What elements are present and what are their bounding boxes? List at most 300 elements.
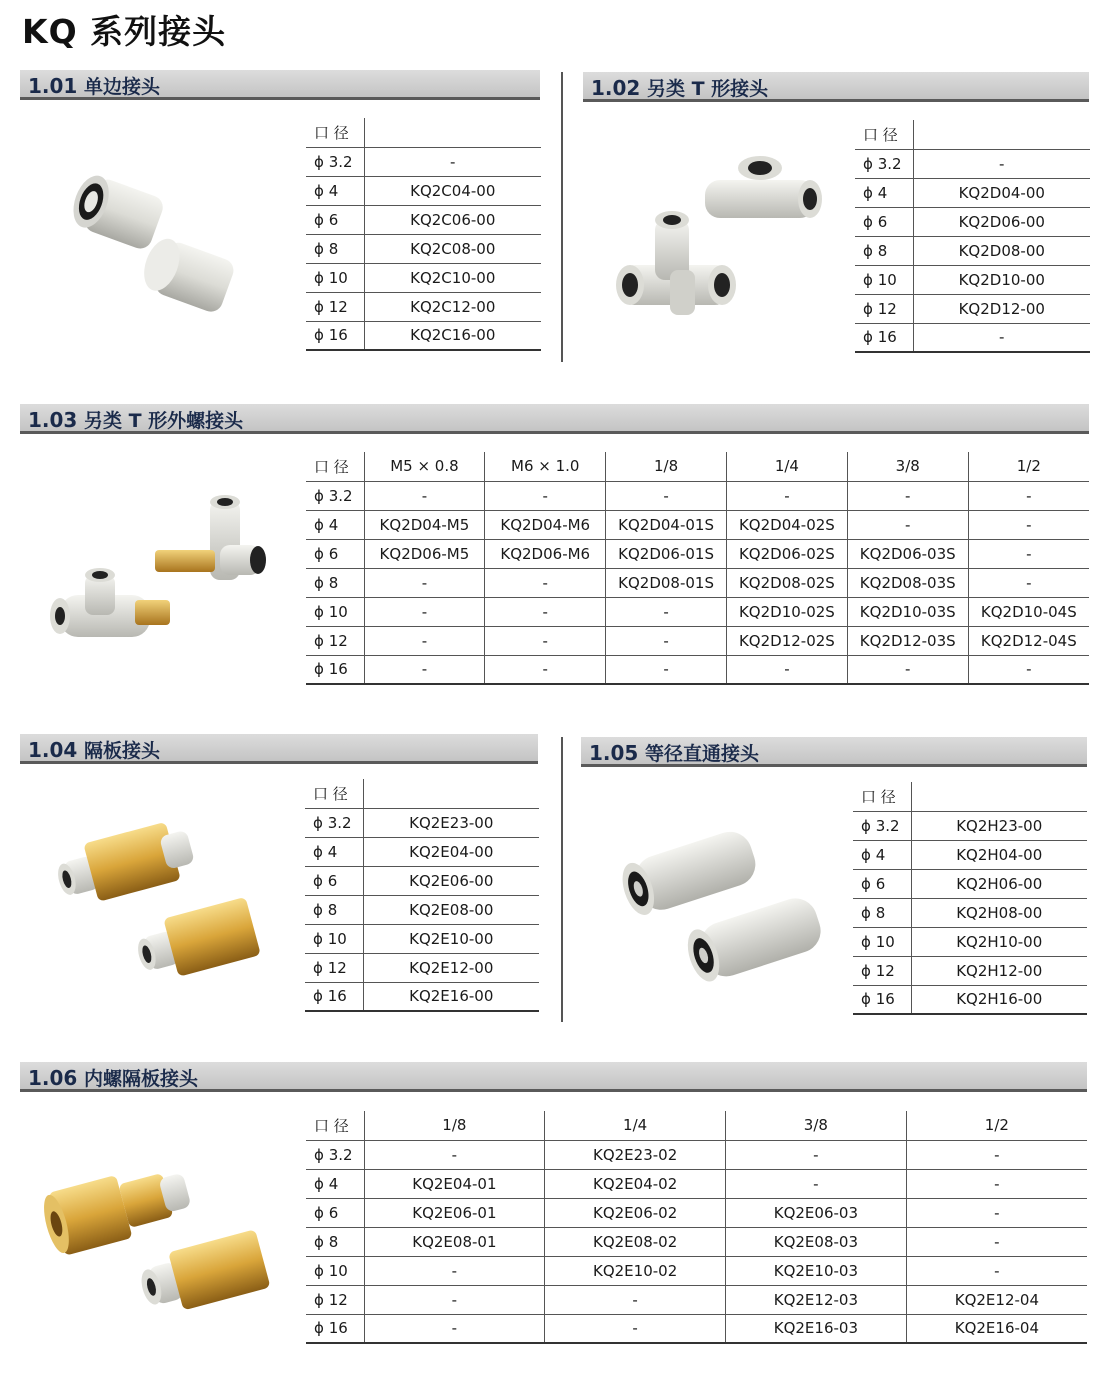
table-row	[306, 510, 1089, 539]
table-row	[855, 236, 1090, 265]
model-cell: KQ2E12-04	[906, 1285, 1087, 1314]
model-cell: -	[913, 149, 1090, 178]
phi-symbol: ϕ	[863, 299, 873, 318]
diameter-cell	[853, 956, 911, 985]
column-divider	[561, 72, 563, 362]
model-cell: -	[485, 597, 606, 626]
model-cell: -	[906, 1140, 1087, 1169]
phi-symbol: ϕ	[314, 181, 324, 200]
diameter-cell	[853, 898, 911, 927]
section-number: 1.05	[589, 741, 639, 765]
table-row	[306, 539, 1089, 568]
diameter-cell	[305, 953, 363, 982]
model-cell: KQ2E12-00	[363, 953, 539, 982]
section-number: 1.02	[591, 76, 641, 100]
column-header: 口 径	[306, 452, 364, 481]
model-cell: -	[968, 510, 1089, 539]
phi-symbol: ϕ	[863, 328, 873, 347]
model-cell: KQ2D12-04S	[968, 626, 1089, 655]
diameter-value: 8	[328, 239, 339, 258]
table-header-row	[853, 782, 1087, 811]
model-cell: KQ2E10-02	[545, 1256, 726, 1285]
column-header: 1/8	[606, 452, 727, 481]
model-cell: KQ2E16-00	[363, 982, 539, 1011]
phi-symbol: ϕ	[861, 990, 871, 1009]
model-cell: KQ2E23-00	[363, 808, 539, 837]
model-cell: KQ2C06-00	[364, 205, 541, 234]
diameter-value: 6	[327, 871, 338, 890]
model-cell: KQ2E04-02	[545, 1169, 726, 1198]
table-row	[306, 1169, 1087, 1198]
phi-symbol: ϕ	[314, 1232, 324, 1251]
column-header: 3/8	[726, 1111, 907, 1140]
table-row	[306, 147, 541, 176]
table-header-row	[306, 118, 541, 147]
phi-symbol: ϕ	[863, 154, 873, 173]
spec-table-1-06	[306, 1111, 1087, 1344]
spec-table-1-01	[306, 118, 541, 351]
phi-symbol: ϕ	[314, 268, 324, 287]
model-cell: -	[364, 481, 485, 510]
model-cell: KQ2D06-M6	[485, 539, 606, 568]
phi-symbol: ϕ	[314, 602, 324, 621]
table-row	[305, 953, 539, 982]
table-row	[855, 323, 1090, 352]
table-row	[305, 866, 539, 895]
model-cell: -	[726, 1169, 907, 1198]
model-cell: -	[847, 481, 968, 510]
table-row	[306, 1140, 1087, 1169]
model-cell: KQ2H08-00	[911, 898, 1087, 927]
phi-symbol: ϕ	[314, 573, 324, 592]
model-cell: KQ2E16-03	[726, 1314, 907, 1343]
diameter-cell	[305, 837, 363, 866]
table-row	[306, 1227, 1087, 1256]
table-row	[305, 895, 539, 924]
model-cell: -	[906, 1169, 1087, 1198]
phi-symbol: ϕ	[314, 1261, 324, 1280]
diameter-value: 16	[877, 328, 897, 347]
column-header: M5 × 0.8	[364, 452, 485, 481]
table-row	[306, 1285, 1087, 1314]
section-number: 1.06	[28, 1066, 78, 1090]
diameter-value: 12	[875, 961, 895, 980]
diameter-cell	[853, 869, 911, 898]
diameter-cell	[853, 840, 911, 869]
diameter-cell	[305, 924, 363, 953]
table-row	[853, 811, 1087, 840]
diameter-cell	[853, 811, 911, 840]
model-cell: KQ2H06-00	[911, 869, 1087, 898]
model-cell: -	[606, 655, 727, 684]
column-header: 1/4	[545, 1111, 726, 1140]
product-image-t-male-thread	[40, 490, 280, 660]
table-header-row	[305, 779, 539, 808]
model-cell: KQ2D06-00	[913, 207, 1090, 236]
model-cell: KQ2D08-01S	[606, 568, 727, 597]
diameter-cell	[305, 982, 363, 1011]
model-cell: -	[364, 568, 485, 597]
section-header-1-02	[583, 72, 1089, 102]
diameter-cell	[306, 1256, 364, 1285]
table-row	[305, 837, 539, 866]
diameter-cell	[306, 1140, 364, 1169]
diameter-value: 4	[328, 181, 339, 200]
model-cell: -	[968, 539, 1089, 568]
diameter-cell	[306, 1227, 364, 1256]
product-image-t-fitting	[610, 150, 830, 335]
section-name: 单边接头	[83, 76, 160, 98]
diameter-cell	[306, 234, 364, 263]
phi-symbol: ϕ	[861, 961, 871, 980]
model-cell: KQ2E06-00	[363, 866, 539, 895]
phi-symbol: ϕ	[861, 903, 871, 922]
section-number: 1.01	[28, 74, 78, 98]
model-cell: -	[913, 323, 1090, 352]
phi-symbol: ϕ	[314, 660, 324, 679]
table-row	[305, 982, 539, 1011]
column-header: 1/4	[726, 452, 847, 481]
model-cell: KQ2C16-00	[364, 321, 541, 350]
model-cell: KQ2D10-03S	[847, 597, 968, 626]
diameter-value: 3.2	[877, 154, 902, 173]
phi-symbol: ϕ	[314, 1319, 324, 1338]
phi-symbol: ϕ	[863, 270, 873, 289]
diameter-cell	[306, 568, 364, 597]
diameter-value: 4	[328, 1174, 339, 1193]
model-cell: KQ2D10-00	[913, 265, 1090, 294]
table-row	[306, 234, 541, 263]
diameter-cell	[306, 321, 364, 350]
model-cell: -	[485, 568, 606, 597]
diameter-value: 12	[328, 297, 348, 316]
diameter-value: 10	[877, 270, 897, 289]
column-header: M6 × 1.0	[485, 452, 606, 481]
model-cell: -	[906, 1256, 1087, 1285]
diameter-cell	[306, 481, 364, 510]
diameter-cell	[306, 597, 364, 626]
model-cell: KQ2D12-03S	[847, 626, 968, 655]
model-cell: KQ2C12-00	[364, 292, 541, 321]
section-number: 1.04	[28, 738, 78, 762]
model-cell: -	[364, 626, 485, 655]
diameter-value: 3.2	[328, 152, 353, 171]
table-row	[853, 956, 1087, 985]
model-cell: KQ2D04-M5	[364, 510, 485, 539]
phi-symbol: ϕ	[313, 900, 323, 919]
section-name: 另类 T 形外螺接头	[83, 410, 244, 432]
diameter-value: 10	[327, 929, 347, 948]
model-cell: -	[364, 1256, 545, 1285]
model-cell: -	[968, 655, 1089, 684]
model-cell: KQ2C04-00	[364, 176, 541, 205]
table-row	[306, 655, 1089, 684]
model-cell: -	[726, 1140, 907, 1169]
model-cell: -	[606, 626, 727, 655]
model-cell: KQ2H12-00	[911, 956, 1087, 985]
diameter-cell	[855, 323, 913, 352]
column-header: 口 径	[306, 118, 364, 147]
product-image-single-end-plug	[50, 160, 260, 330]
model-cell: KQ2D10-04S	[968, 597, 1089, 626]
phi-symbol: ϕ	[314, 152, 324, 171]
model-cell: KQ2D04-01S	[606, 510, 727, 539]
diameter-value: 6	[875, 874, 886, 893]
model-cell: KQ2E12-03	[726, 1285, 907, 1314]
diameter-value: 16	[328, 660, 348, 679]
model-cell: KQ2D12-00	[913, 294, 1090, 323]
section-name: 等径直通接头	[644, 743, 759, 765]
column-header	[364, 118, 541, 147]
table-row	[853, 869, 1087, 898]
diameter-cell	[855, 149, 913, 178]
phi-symbol: ϕ	[314, 515, 324, 534]
table-row	[853, 898, 1087, 927]
section-header-1-04	[20, 734, 538, 764]
model-cell: KQ2H10-00	[911, 927, 1087, 956]
diameter-value: 10	[328, 602, 348, 621]
diameter-cell	[306, 510, 364, 539]
column-header: 口 径	[855, 120, 913, 149]
spec-table-1-05	[853, 782, 1087, 1015]
model-cell: -	[968, 481, 1089, 510]
diameter-cell	[855, 178, 913, 207]
phi-symbol: ϕ	[314, 326, 324, 345]
section-name: 另类 T 形接头	[646, 78, 769, 100]
model-cell: KQ2E23-02	[545, 1140, 726, 1169]
model-cell: KQ2D06-01S	[606, 539, 727, 568]
section-number: 1.03	[28, 408, 78, 432]
diameter-value: 3.2	[328, 486, 353, 505]
model-cell: KQ2C10-00	[364, 263, 541, 292]
phi-symbol: ϕ	[314, 1203, 324, 1222]
table-header-row	[306, 1111, 1087, 1140]
spec-table-1-03	[306, 452, 1089, 685]
column-header: 口 径	[853, 782, 911, 811]
diameter-cell	[306, 1169, 364, 1198]
diameter-cell	[306, 626, 364, 655]
model-cell: -	[726, 481, 847, 510]
table-row	[306, 176, 541, 205]
diameter-value: 16	[327, 987, 347, 1006]
diameter-value: 6	[328, 210, 339, 229]
table-row	[306, 1198, 1087, 1227]
phi-symbol: ϕ	[314, 631, 324, 650]
table-row	[306, 1256, 1087, 1285]
phi-symbol: ϕ	[313, 958, 323, 977]
phi-symbol: ϕ	[861, 816, 871, 835]
model-cell: -	[968, 568, 1089, 597]
table-row	[853, 927, 1087, 956]
diameter-value: 8	[328, 573, 339, 592]
model-cell: KQ2D12-02S	[726, 626, 847, 655]
column-header: 3/8	[847, 452, 968, 481]
diameter-cell	[305, 866, 363, 895]
table-row	[855, 294, 1090, 323]
diameter-cell	[306, 147, 364, 176]
model-cell: KQ2H23-00	[911, 811, 1087, 840]
model-cell: -	[364, 1314, 545, 1343]
column-header: 1/2	[906, 1111, 1087, 1140]
model-cell: -	[364, 147, 541, 176]
model-cell: KQ2D04-M6	[485, 510, 606, 539]
spec-table-1-04	[305, 779, 539, 1012]
section-header-1-05	[581, 737, 1087, 767]
model-cell: KQ2E08-00	[363, 895, 539, 924]
product-image-straight-union	[620, 820, 830, 990]
model-cell: KQ2E06-02	[545, 1198, 726, 1227]
phi-symbol: ϕ	[313, 813, 323, 832]
model-cell: KQ2E04-01	[364, 1169, 545, 1198]
model-cell: KQ2E06-03	[726, 1198, 907, 1227]
section-name: 隔板接头	[83, 740, 160, 762]
model-cell: KQ2D08-02S	[726, 568, 847, 597]
phi-symbol: ϕ	[314, 1174, 324, 1193]
diameter-cell	[855, 236, 913, 265]
table-row	[306, 292, 541, 321]
table-row	[855, 207, 1090, 236]
phi-symbol: ϕ	[861, 932, 871, 951]
phi-symbol: ϕ	[313, 842, 323, 861]
model-cell: KQ2H16-00	[911, 985, 1087, 1014]
diameter-value: 8	[327, 900, 338, 919]
table-row	[306, 568, 1089, 597]
diameter-cell	[855, 294, 913, 323]
model-cell: -	[847, 510, 968, 539]
section-header-1-06	[20, 1062, 1087, 1092]
model-cell: -	[364, 1140, 545, 1169]
diameter-cell	[306, 1198, 364, 1227]
product-image-bulkhead-union	[50, 810, 270, 990]
table-header-row	[855, 120, 1090, 149]
model-cell: KQ2D04-00	[913, 178, 1090, 207]
phi-symbol: ϕ	[314, 1145, 324, 1164]
model-cell: KQ2D10-02S	[726, 597, 847, 626]
diameter-value: 6	[877, 212, 888, 231]
page-title: KQ 系列接头	[22, 12, 227, 51]
model-cell: -	[364, 597, 485, 626]
diameter-cell	[305, 808, 363, 837]
diameter-value: 4	[875, 845, 886, 864]
table-row	[853, 985, 1087, 1014]
diameter-cell	[306, 1314, 364, 1343]
model-cell: KQ2E08-03	[726, 1227, 907, 1256]
table-header-row	[306, 452, 1089, 481]
table-row	[855, 178, 1090, 207]
diameter-cell	[853, 985, 911, 1014]
diameter-value: 12	[877, 299, 897, 318]
model-cell: -	[485, 481, 606, 510]
diameter-value: 16	[875, 990, 895, 1009]
model-cell: KQ2D08-00	[913, 236, 1090, 265]
diameter-value: 16	[328, 1319, 348, 1338]
diameter-value: 10	[875, 932, 895, 951]
model-cell: KQ2H04-00	[911, 840, 1087, 869]
model-cell: KQ2E10-00	[363, 924, 539, 953]
product-image-female-bulkhead	[40, 1150, 280, 1320]
model-cell: -	[545, 1314, 726, 1343]
model-cell: -	[485, 655, 606, 684]
diameter-cell	[306, 655, 364, 684]
table-row	[306, 321, 541, 350]
diameter-cell	[855, 265, 913, 294]
column-header	[363, 779, 539, 808]
model-cell: KQ2D04-02S	[726, 510, 847, 539]
table-row	[855, 149, 1090, 178]
diameter-value: 3.2	[327, 813, 352, 832]
phi-symbol: ϕ	[863, 212, 873, 231]
model-cell: KQ2E08-01	[364, 1227, 545, 1256]
phi-symbol: ϕ	[313, 929, 323, 948]
model-cell: -	[726, 655, 847, 684]
model-cell: -	[545, 1285, 726, 1314]
model-cell: -	[606, 597, 727, 626]
model-cell: KQ2D06-M5	[364, 539, 485, 568]
column-header: 1/8	[364, 1111, 545, 1140]
diameter-value: 4	[327, 842, 338, 861]
model-cell: KQ2E16-04	[906, 1314, 1087, 1343]
section-name: 内螺隔板接头	[83, 1068, 198, 1090]
model-cell: KQ2D08-03S	[847, 568, 968, 597]
diameter-cell	[855, 207, 913, 236]
table-row	[305, 808, 539, 837]
phi-symbol: ϕ	[314, 544, 324, 563]
model-cell: KQ2E10-03	[726, 1256, 907, 1285]
model-cell: KQ2E08-02	[545, 1227, 726, 1256]
table-row	[855, 265, 1090, 294]
table-row	[306, 481, 1089, 510]
model-cell: -	[485, 626, 606, 655]
diameter-value: 16	[328, 326, 348, 345]
table-row	[306, 626, 1089, 655]
table-row	[305, 924, 539, 953]
diameter-value: 3.2	[875, 816, 900, 835]
diameter-value: 3.2	[328, 1145, 353, 1164]
diameter-cell	[306, 292, 364, 321]
diameter-cell	[306, 176, 364, 205]
model-cell: KQ2E04-00	[363, 837, 539, 866]
diameter-value: 12	[327, 958, 347, 977]
diameter-cell	[306, 539, 364, 568]
diameter-value: 12	[328, 631, 348, 650]
table-row	[306, 205, 541, 234]
phi-symbol: ϕ	[313, 987, 323, 1006]
diameter-value: 12	[328, 1290, 348, 1309]
phi-symbol: ϕ	[314, 297, 324, 316]
phi-symbol: ϕ	[313, 871, 323, 890]
phi-symbol: ϕ	[863, 183, 873, 202]
model-cell: -	[364, 1285, 545, 1314]
diameter-value: 10	[328, 268, 348, 287]
section-header-1-03	[20, 404, 1089, 434]
diameter-value: 8	[875, 903, 886, 922]
diameter-cell	[853, 927, 911, 956]
phi-symbol: ϕ	[861, 845, 871, 864]
diameter-value: 6	[328, 1203, 339, 1222]
diameter-cell	[305, 895, 363, 924]
phi-symbol: ϕ	[314, 1290, 324, 1309]
phi-symbol: ϕ	[861, 874, 871, 893]
phi-symbol: ϕ	[314, 239, 324, 258]
phi-symbol: ϕ	[863, 241, 873, 260]
column-header: 口 径	[306, 1111, 364, 1140]
table-row	[306, 597, 1089, 626]
diameter-cell	[306, 1285, 364, 1314]
model-cell: -	[606, 481, 727, 510]
spec-table-1-02	[855, 120, 1090, 353]
model-cell: -	[906, 1198, 1087, 1227]
diameter-value: 4	[328, 515, 339, 534]
